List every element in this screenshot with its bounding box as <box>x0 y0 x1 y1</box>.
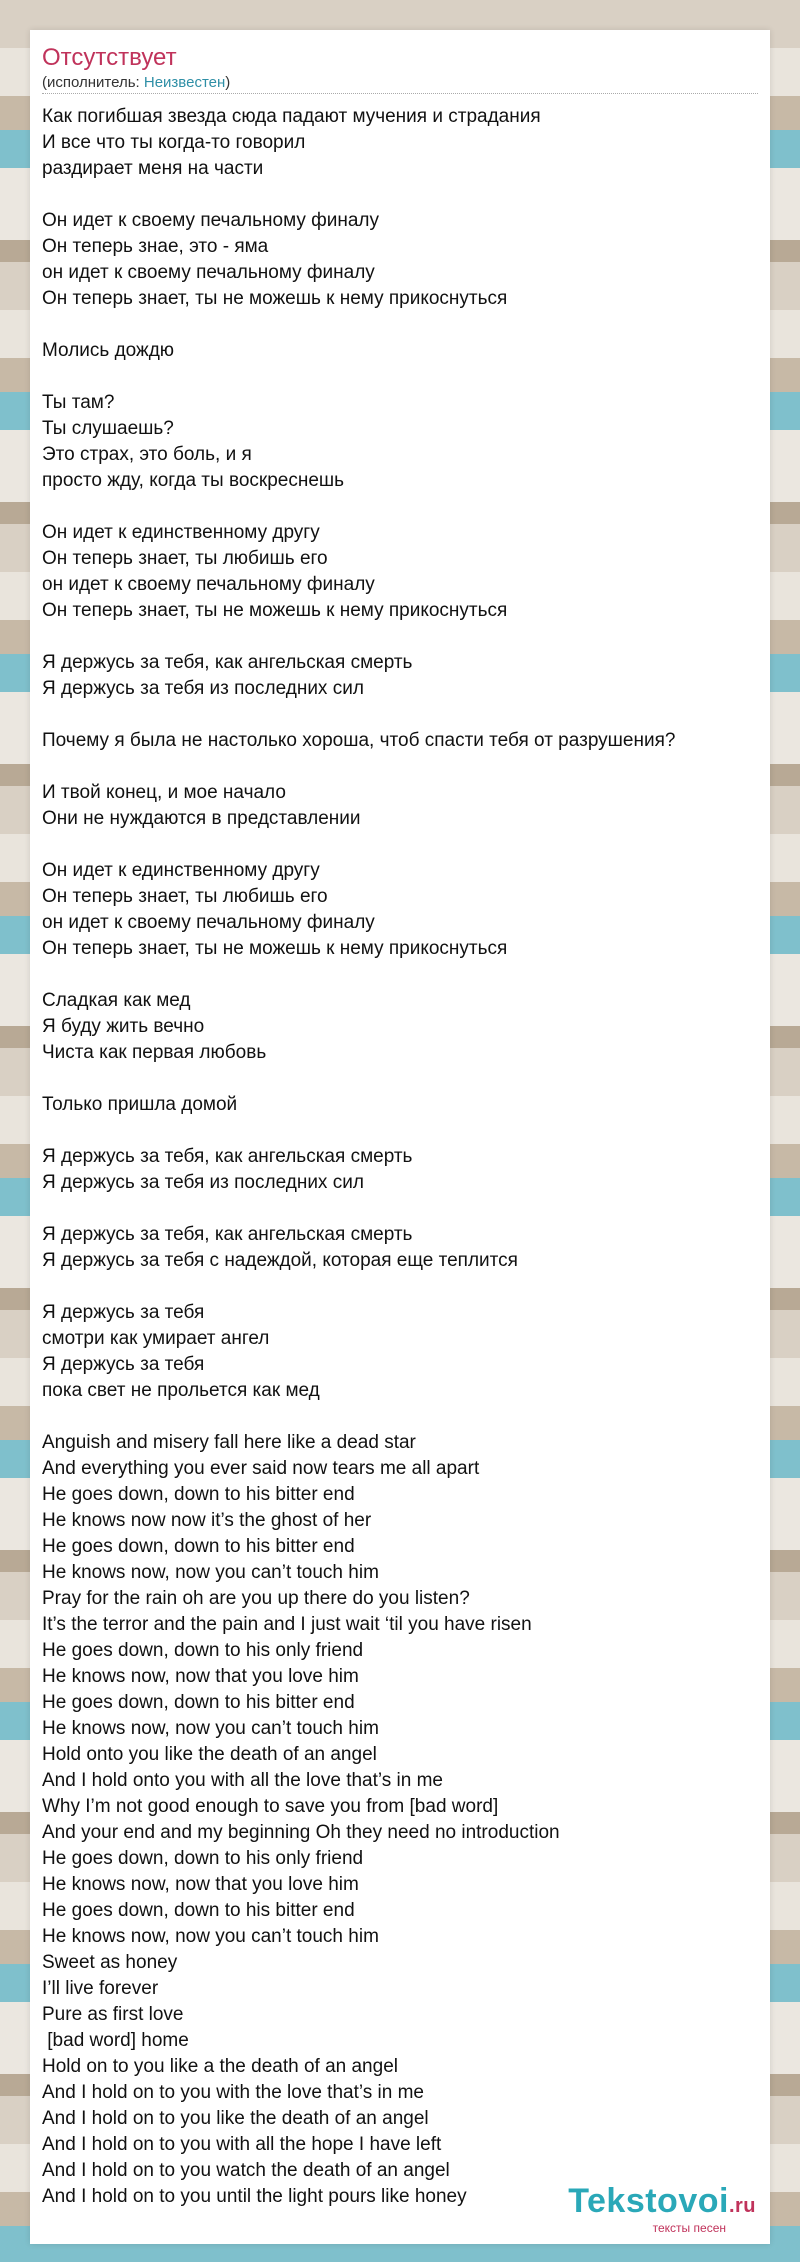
lyric-line: He goes down, down to his bitter end <box>42 1900 355 1921</box>
lyric-line: И все что ты когда-то говорил <box>42 132 306 153</box>
lyric-line: I’ll live forever <box>42 1978 159 1999</box>
lyric-line: Я держусь за тебя <box>42 1302 205 1323</box>
lyric-line: He knows now, now that you love him <box>42 1666 359 1687</box>
lyric-line: Он идет к своему печальному финалу <box>42 210 380 231</box>
logo-tld: .ru <box>728 2195 756 2217</box>
lyric-blank-line <box>42 1118 762 1144</box>
lyric-line: он идет к своему печальному финалу <box>42 574 375 595</box>
lyric-blank-line <box>42 494 762 520</box>
lyric-line: And I hold on to you until the light pours like honey <box>42 2186 467 2207</box>
lyric-blank-line <box>42 702 762 728</box>
lyric-line: He knows now, now you can’t touch him <box>42 1562 379 1583</box>
lyric-line: He goes down, down to his only friend <box>42 1848 364 1869</box>
lyric-line: He knows now, now that you love him <box>42 1874 359 1895</box>
lyric-line: Я держусь за тебя из последних сил <box>42 678 364 699</box>
lyric-line: просто жду, когда ты воскреснешь <box>42 470 345 491</box>
lyric-blank-line <box>42 1274 762 1300</box>
logo-tagline: тексты песен <box>652 2221 726 2235</box>
lyric-blank-line <box>42 832 762 858</box>
lyric-line: Он теперь знает, ты любишь его <box>42 886 328 907</box>
lyric-line: Я держусь за тебя, как ангельская смерть <box>42 1146 413 1167</box>
lyric-line: Hold on to you like a the death of an angel <box>42 2056 398 2077</box>
lyric-line: And your end and my beginning Oh they need no introduction <box>42 1822 560 1843</box>
lyric-line: He goes down, down to his only friend <box>42 1640 364 1661</box>
lyric-line: He knows now, now you can’t touch him <box>42 1926 379 1947</box>
lyric-line: And I hold on to you with the love that’s in me <box>42 2082 424 2103</box>
lyric-blank-line <box>42 312 762 338</box>
artist-suffix: ) <box>225 74 231 91</box>
lyric-line: Ты там? <box>42 392 115 413</box>
lyric-line: And I hold on to you like the death of an angel <box>42 2108 429 2129</box>
lyric-blank-line <box>42 624 762 650</box>
lyric-line: Он идет к единственному другу <box>42 860 320 881</box>
lyric-line: Он теперь знает, ты не можешь к нему прикоснуться <box>42 600 508 621</box>
lyric-blank-line <box>42 1196 762 1222</box>
lyric-line: Сладкая как мед <box>42 990 191 1011</box>
lyric-line: раздирает меня на части <box>42 158 264 179</box>
lyric-line: Только пришла домой <box>42 1094 238 1115</box>
lyric-line: Он теперь знает, ты не можешь к нему прикоснуться <box>42 938 508 959</box>
artist-prefix: (исполнитель: <box>42 74 144 91</box>
lyric-line: Почему я была не настолько хороша, чтоб спасти тебя от разрушения? <box>42 730 676 751</box>
lyric-line: Pure as first love <box>42 2004 184 2025</box>
lyric-line: [bad word] home <box>42 2030 189 2051</box>
lyric-line: Он теперь знает, ты любишь его <box>42 548 328 569</box>
lyric-line: He goes down, down to his bitter end <box>42 1692 355 1713</box>
lyric-line: Он теперь знае, это - яма <box>42 236 269 257</box>
artist-line <box>42 74 230 92</box>
lyric-line: And I hold on to you with all the hope I have left <box>42 2134 442 2155</box>
lyric-line: Я держусь за тебя, как ангельская смерть <box>42 1224 413 1245</box>
lyric-line: He knows now, now you can’t touch him <box>42 1718 379 1739</box>
lyric-line: Я буду жить вечно <box>42 1016 205 1037</box>
lyric-line: He goes down, down to his bitter end <box>42 1536 355 1557</box>
lyric-line: Я держусь за тебя <box>42 1354 205 1375</box>
lyric-line: Why I’m not good enough to save you from [bad word] <box>42 1796 499 1817</box>
lyric-line: Это страх, это боль, и я <box>42 444 252 465</box>
lyric-line: он идет к своему печальному финалу <box>42 912 375 933</box>
lyric-line: Pray for the rain oh are you up there do you listen? <box>42 1588 470 1609</box>
lyric-line: Они не нуждаются в представлении <box>42 808 361 829</box>
lyric-line: И твой конец, и мое начало <box>42 782 286 803</box>
artist-link[interactable]: Неизвестен <box>143 74 226 91</box>
lyric-line: Sweet as honey <box>42 1952 178 1973</box>
title-divider <box>42 93 758 94</box>
lyric-blank-line <box>42 1404 762 1430</box>
lyric-line: And I hold on to you watch the death of an angel <box>42 2160 450 2181</box>
lyric-line: Hold onto you like the death of an angel <box>42 1744 377 1765</box>
lyric-blank-line <box>42 1066 762 1092</box>
lyric-line: Я держусь за тебя с надеждой, которая еще теплится <box>42 1250 518 1271</box>
lyric-line: And everything you ever said now tears me all apart <box>42 1458 480 1479</box>
lyric-blank-line <box>42 962 762 988</box>
lyric-line: Anguish and misery fall here like a dead star <box>42 1432 416 1453</box>
lyric-line: Как погибшая звезда сюда падают мучения и страдания <box>42 106 541 127</box>
lyric-line: Ты слушаешь? <box>42 418 174 439</box>
lyric-line: пока свет не прольется как мед <box>42 1380 320 1401</box>
lyric-line: Он теперь знает, ты не можешь к нему прикоснуться <box>42 288 508 309</box>
lyric-line: смотри как умирает ангел <box>42 1328 270 1349</box>
lyric-blank-line <box>42 182 762 208</box>
lyric-line: It’s the terror and the pain and I just wait ‘til you have risen <box>42 1614 532 1635</box>
lyric-line: Он идет к единственному другу <box>42 522 320 543</box>
logo-main-text: Tekstovoi <box>568 2182 729 2220</box>
lyrics-card <box>30 30 770 2244</box>
lyric-line: Чиста как первая любовь <box>42 1042 267 1063</box>
lyric-line: он идет к своему печальному финалу <box>42 262 375 283</box>
song-title: Отсутствует <box>42 44 177 71</box>
lyrics-text <box>42 104 762 2210</box>
lyric-line: And I hold onto you with all the love that’s in me <box>42 1770 444 1791</box>
lyric-blank-line <box>42 754 762 780</box>
lyric-line: Я держусь за тебя, как ангельская смерть <box>42 652 413 673</box>
lyric-line: He knows now now it’s the ghost of her <box>42 1510 372 1531</box>
lyric-line: He goes down, down to his bitter end <box>42 1484 355 1505</box>
lyric-blank-line <box>42 364 762 390</box>
lyric-line: Я держусь за тебя из последних сил <box>42 1172 364 1193</box>
lyric-line: Молись дождю <box>42 340 175 361</box>
site-logo[interactable] <box>568 2183 756 2234</box>
